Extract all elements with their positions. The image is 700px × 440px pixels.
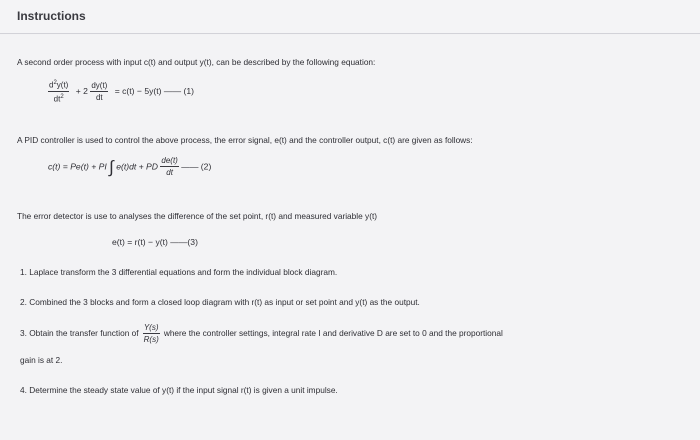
item3-transfer-fraction: $\frac{Y(s)}{R(s)}$ xyxy=(143,323,159,344)
list-item-2: 2. Combined the 3 blocks and form a closed loop diagram with r(t) as input or set point and y(t) as the output. xyxy=(20,297,420,307)
eq1-plus-two: + 2 xyxy=(75,85,88,96)
instructions-content xyxy=(0,35,700,440)
eq2-integrand: e(t)dt + PD xyxy=(116,161,158,172)
pid-text: A PID controller is used to control the above process, the error signal, e(t) and the controller output, c(t) are given as follows: xyxy=(17,135,473,145)
eq1-first-derivative: $\frac{dy(t)}{dt}$ xyxy=(91,80,108,102)
eq2-derivative: $\frac{de(t)}{dt}$ xyxy=(161,156,178,177)
list-item-4: 4. Determine the steady state value of y(t) if the input signal r(t) is given a unit impulse. xyxy=(20,385,338,395)
eq2-integral-sign: ∫ xyxy=(109,157,114,177)
item3-after: where the controller settings, integral rate I and derivative D are set to 0 and the proportional xyxy=(163,328,503,339)
list-item-3 xyxy=(20,324,503,344)
equation-2 xyxy=(48,157,211,177)
equation-3: e(t) = r(t) − y(t) ——(3) xyxy=(112,237,198,247)
eq2-tag: —— (2) xyxy=(181,161,212,172)
eq2-lhs: c(t) = Pe(t) + PI xyxy=(48,161,107,172)
header-title: Instructions xyxy=(17,9,86,23)
item3-before: 3. Obtain the transfer function of xyxy=(20,328,139,339)
instructions-header xyxy=(0,0,700,34)
detector-text: The error detector is use to analyses the difference of the set point, r(t) and measured variable y(t) xyxy=(17,211,378,221)
list-item-1: 1. Laplace transform the 3 differential equations and form the individual block diagram. xyxy=(20,267,338,277)
list-item-3-continued: gain is at 2. xyxy=(20,355,63,365)
intro-text: A second order process with input c(t) and output y(t), can be described by the following equation: xyxy=(17,57,376,67)
equation-1 xyxy=(48,80,194,103)
eq1-second-derivative: $\frac{d^2y(t)}{dt^2}$ xyxy=(49,80,69,104)
eq1-rhs: = c(t) − 5y(t) —— (1) xyxy=(114,85,194,96)
